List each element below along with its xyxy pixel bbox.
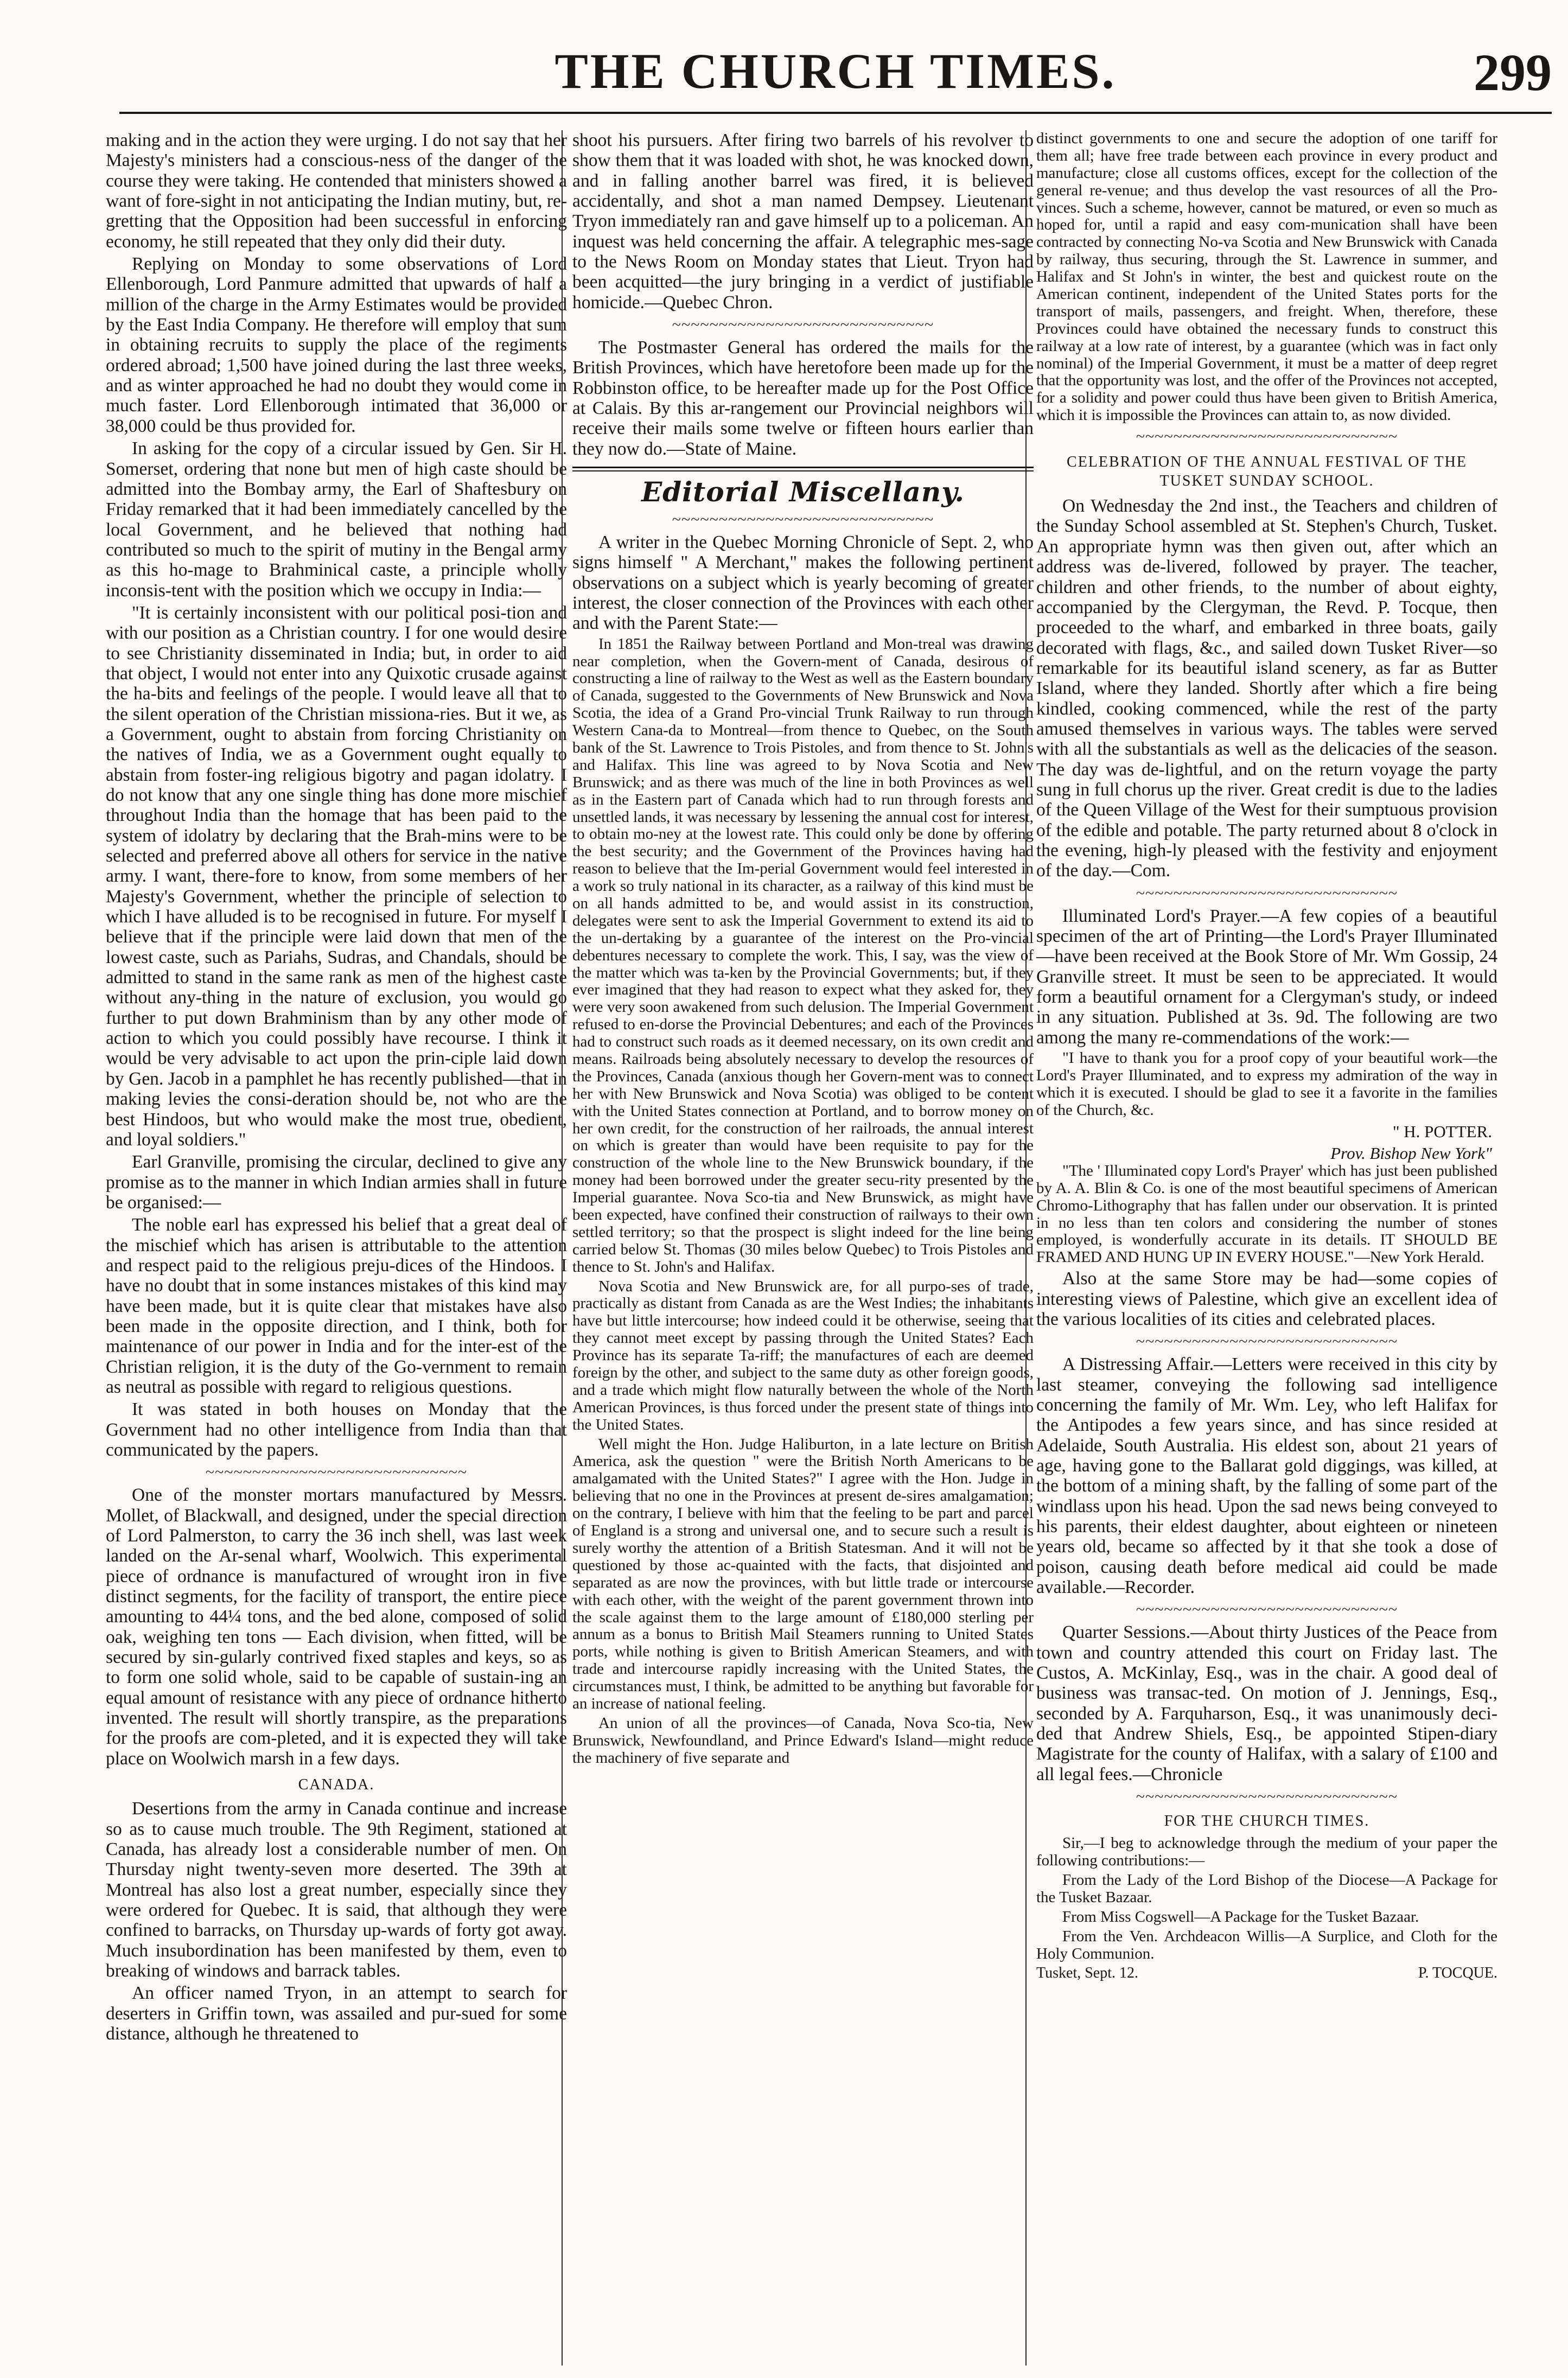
- section-divider: ~~~~~~~~~~~~~~~~~~~~~~~~~~~~: [1136, 884, 1398, 902]
- section-divider: ~~~~~~~~~~~~~~~~~~~~~~~~~~~~: [1136, 428, 1398, 446]
- article-paragraph: On Wednesday the 2nd inst., the Teachers and children of the Sunday School assembled at St. Stephen's Church, Tusket. An appropriate hymn was then given out, after which an address was de-livered, followed by prayer. The teacher, children and other friends, to the number of about eighty, accompanied by the Clergyman, the Revd. P. Tocque, then proceeded to the wharf, and embarked in three boats, gaily decorated with flags, &c., and sailed down Tusket River—so remarkable for its beautiful island scenery, as far as Butter Island, where they landed. Shortly after which a fire being kindled, cooking commenced, while the rest of the party amused themselves in various ways. The tables were served with all the substantials as well as the delicacies of the season. The day was de-lightful, and on the return voyage the party sung in full chorus up the river. Great credit is due to the ladies of the Queen Village of the West for their sumptuous provision of the edible and potable. The party returned about 8 o'clock in the evening, high-ly pleased with the festivity and enjoyment of the day.—Com.: [1036, 496, 1497, 881]
- section-heading: CELEBRATION OF THE ANNUAL FESTIVAL OF THE TUSKET SUNDAY SCHOOL.: [1067, 454, 1467, 490]
- article-paragraph: Desertions from the army in Canada continue and increase so as to cause much trouble. The 9th Regiment, stationed at Canada, has already lost a considerable number of men. On Thursday night twenty-seven more deserted. The 39th at Montreal has also lost a great number, especially since they were ordered for Quebec. It is said, that although they were confined to barracks, on Thursday up-wards of forty got away. Much insubordination has been manifested by them, even to breaking of windows and barrack tables.: [106, 1799, 567, 1981]
- article-quote: "It is certainly inconsistent with our political posi-tion and with our position as a Christian country. I for one would desire to see Christianity disseminated in India; but, in order to aid that object, I would not enter into any Quixotic crusade against the ha-bits and feelings of the people. I would leave all that to the silent operation of the Christian missiona-ries. But it we, as a Government, ought to abstain from forcing Christianity on the natives of India, we as a Government ought equally to abstain from foster-ing religious bigotry and pagan idolatry. I do not know that any one single thing has done more mischief throughout India than the homage that has been paid to the system of idolatry by declaring that the Brah-mins were to be selected and preferred above all others for service in the native army. I want, there-fore to know, from some members of her Majesty's Government, whether the principle of selection to which I have alluded is to be recognised in future. For myself I believe that if the principle were laid down that men of the lowest caste, such as Pariahs, Sudras, and Chandals, should be admitted to stand in the same rank as men of the highest caste without any-thing in the nature of exclusion, you would go further to put down Brahminism than by any other mode of action to which you could possibly have recourse. I think it would be very advisable to act upon the prin-ciple laid down by Gen. Jacob in a pamphlet he has recently published—that in making levies the consi-deration should be, not who are the best Hindoos, but who would make the most true, obedient, and loyal soldiers.": [106, 602, 567, 1150]
- double-rule: [572, 467, 1034, 471]
- masthead-rule: [119, 112, 1552, 114]
- letter-signoff: [1036, 1965, 1497, 1982]
- testimonial: "The ' Illuminated copy Lord's Prayer' which has just been published by A. A. Blin & Co. is one of the most beautiful specimens of American Chromo-Lithography that has fallen under our observation. It is printed in no less than ten colors and considering the number of stones employed, is wonderfully accurate in its details. IT SHOULD BE FRAMED AND HUNG UP IN EVERY HOUSE."—New York Herald.: [1036, 1162, 1497, 1266]
- page-number: 299: [1474, 43, 1552, 101]
- article-paragraph: Also at the same Store may be had—some copies of interesting views of Palestine, which give an excellent idea of the various localities of its cities and celebrated places.: [1036, 1268, 1497, 1329]
- signature: " H. POTTER.: [1392, 1121, 1492, 1141]
- article-paragraph: Quarter Sessions.—About thirty Justices of the Peace from town and country attended this court on Friday last. The Custos, A. McKinlay, Esq., was in the chair. A good deal of business was transac-ted. On motion of J. Jennings, Esq., seconded by A. Farquharson, Esq., it was unanimously deci-ded that Andrew Shiels, Esq., be appointed Stipen-diary Magistrate for the county of Halifax, with a salary of £100 and all legal fees.—Chronicle: [1036, 1622, 1497, 1784]
- article-paragraph: From the Lady of the Lord Bishop of the Diocese—A Package for the Tusket Bazaar.: [1036, 1871, 1497, 1906]
- section-divider: ~~~~~~~~~~~~~~~~~~~~~~~~~~~~: [205, 1463, 468, 1482]
- article-paragraph: Nova Scotia and New Brunswick are, for all purpo-ses of trade, practically as distant from Canada as are the West Indies; the inhabitants have but little intercourse; how indeed could it be otherwise, seeing that they cannot meet except by passing through the United States? Each Province has its separate Ta-riff; the manufactures of each are deemed foreign by the other, and subject to the same duty as other foreign goods, and a trade which might flow naturally between the whole of the North American Provinces, is thus forced under the present state of things into the United States.: [572, 1277, 1034, 1433]
- section-divider: ~~~~~~~~~~~~~~~~~~~~~~~~~~~~: [672, 510, 934, 528]
- article-paragraph: distinct governments to one and secure the adoption of one tariff for them all; have free trade between each province in every product and manufacture; close all customs offices, except for the collection of the general re-venue; and thus develop the vast resources of all the Pro-vinces. Such a scheme, however, cannot be matured, or even so much as hoped for, until a rapid and easy com-munication shall have been contracted by connecting No-va Scotia and New Brunswick with Canada by railway, thus securing, through the St. Lawrence in summer, and Halifax and St John's in winter, the best and quickest route on the American continent, independent of the United States ports for the transport of mails, passengers, and freight. When, therefore, these Provinces could have obtained the necessary funds to construct this railway at a low rate of interest, by a guarantee (which was in fact only nominal) of the Imperial Government, it must be a matter of deep regret that the opportunity was lost, and the offer of the Provinces not accepted, for a solidity and power could thus have been given to British America, which it is impossible the Provinces can attain to, as now divided.: [1036, 130, 1497, 424]
- section-title: Editorial Miscellany.: [641, 476, 965, 508]
- section-divider: ~~~~~~~~~~~~~~~~~~~~~~~~~~~~: [672, 316, 934, 334]
- column-1: [106, 130, 567, 2047]
- article-paragraph: One of the monster mortars manufactured by Messrs. Mollet, of Blackwall, and designed, under the special direction of Lord Palmerston, to carry the 36 inch shell, was last week landed on the Ar-senal wharf, Woolwich. This experimental piece of ordnance is manufactured of wrought iron in five distinct segments, for the facility of transport, the entire piece amounting to 44¼ tons, and the bed alone, composed of solid oak, weighing ten tons — Each division, when fitted, will be secured by sin-gularly contrived fixed staples and keys, so as to form one solid whole, said to be capable of sustain-ing an equal amount of resistance with any piece of ordnance hitherto invented. The result will shortly transpire, as the preparations for the proofs are com-pleted, and it is expected they will take place on Woolwich marsh in a few days.: [106, 1485, 567, 1769]
- quoted-letter: [572, 636, 1034, 1767]
- article-quote: The noble earl has expressed his belief that a great deal of the mischief which has arisen is attributable to the attention and respect paid to the religious preju-dices of the Hindoos. I have no doubt that in some instances mistakes of this kind may have been made, but it is quite clear that mistakes have also been made in the opposite direction, and I think, both for maintenance of our power in India and for the inter-est of the Christian religion, it is the duty of the Go-vernment to remain as neutral as possible with regard to religious questions.: [106, 1215, 567, 1397]
- signoff-name: P. TOCQUE.: [1418, 1964, 1497, 1981]
- article-paragraph: A writer in the Quebec Morning Chronicle of Sept. 2, who signs himself " A Merchant," makes the following pertinent observations on a subject which is yearly becoming of greater interest, the closer connection of the Provinces with each other and with the Parent State:—: [572, 532, 1034, 634]
- section-heading: CANADA.: [298, 1776, 375, 1794]
- signature-title: Prov. Bishop New York": [1330, 1143, 1492, 1163]
- article-paragraph: It was stated in both houses on Monday that the Government had no other intelligence from India than that communicated by the papers.: [106, 1399, 567, 1460]
- article-paragraph: From the Ven. Archdeacon Willis—A Surplice, and Cloth for the Holy Communion.: [1036, 1927, 1497, 1962]
- masthead: [119, 33, 1552, 114]
- column-3: [1036, 130, 1497, 1981]
- section-divider: ~~~~~~~~~~~~~~~~~~~~~~~~~~~~: [1136, 1601, 1398, 1619]
- signoff-place: Tusket, Sept. 12.: [1036, 1964, 1139, 1981]
- contributions-letter: [1036, 1835, 1497, 1981]
- article-paragraph: In 1851 the Railway between Portland and Mon-treal was drawing near completion, when the Govern-ment of Canada, desirous of constructing a line of railway to the West as well as the Eastern boundary of Canada, suggested to the Governments of New Brunswick and Nova Scotia, the idea of a Grand Pro-vincial Trunk Railway to run through Western Cana-da to Montreal—from thence to Quebec, on the South bank of the St. Lawrence to Trois Pistoles, and from thence to St. John's and Halifax. This line was agreed to by Nova Scotia and New Brunswick; and as there was much of the line in both Provinces as well as in the Eastern part of Canada which had to run through forests and unsettled lands, it was necessary by lessening the annual cost for interest, to obtain mo-ney at the lowest rate. This could only be done by offering the best security; and the Government of the Provinces having had reason to believe that the Im-perial Government would feel interested in a work so truly national in its character, as a railway of this kind must be on all hands admitted to be, and would assist in its construction, delegates were sent to ask the Imperial Government to extend its aid to the un-dertaking by a guarantee of the interest on the Pro-vincial debentures necessary to complete the work. This, I say, was the view of the matter which was ta-ken by the Provincial Governments; but, if they ever imagined that they had reason to expect what they asked for, they were very soon awakened from such delusion. The Imperial Government refused to en-dorse the Provincial Debentures; and each of the Provinces had to construct such roads as it deemed necessary, on its own credit and means. Railroads being absolutely necessary to develop the resources of the Provinces, Canada (anxious though her Govern-ment was to connect her with New Brunswick and Nova Scotia) was obliged to be content with the United States connection at Portland, and to borrow money on her own credit, for the construction of her railroads, the annual interest on which is greater than would have been requisite to pay for the construction of the whole line to the New Brunswick boundary, if the money had been borrowed under the greater secu-rity presented by the Imperial guarantee. Nova Sco-tia and New Brunswick, as might have been expected, have confined their construction of railways to their own settled territory; so that the prospect is slight indeed for the line being carried below St. Thomas (30 miles below Quebec) to Trois Pistoles and thence to St. John's and Halifax.: [572, 635, 1034, 1276]
- column-2: [572, 130, 1034, 1769]
- article-paragraph: Replying on Monday to some observations of Lord Ellenborough, Lord Panmure admitted that upwards of half a million of the charge in the Army Estimates would be provided by the East India Company. He therefore will employ that sum in obtaining recruits to supply the place of the regiments ordered abroad; 1,500 have joined during the last three weeks, and as winter approached he had no doubt they would come in much faster. Lord Ellenborough intimated that 36,000 or 38,000 could be thus provided for.: [106, 254, 567, 436]
- article-paragraph: An officer named Tryon, in an attempt to search for deserters in Griffin town, was assailed and pur-sued for some distance, although he threatened to: [106, 1983, 567, 2044]
- article-paragraph: Sir,—I beg to acknowledge through the medium of your paper the following contributions:—: [1036, 1834, 1497, 1870]
- testimonial: "I have to thank you for a proof copy of your beautiful work—the Lord's Prayer Illuminated, and to express my admiration of the way in which it is executed. I should be glad to see it a favorite in the families of the Church, &c.: [1036, 1049, 1497, 1119]
- article-paragraph: Earl Granville, promising the circular, declined to give any promise as to the manner in which Indian armies shall in future be organised:—: [106, 1152, 567, 1213]
- section-heading: FOR THE CHURCH TIMES.: [1164, 1813, 1370, 1830]
- article-paragraph: Illuminated Lord's Prayer.—A few copies of a beautiful specimen of the art of Printing—the Lord's Prayer Illuminated—have been received at the Book Store of Mr. Wm Gossip, 24 Granville street. It must be seen to be appreciated. It would form a beautiful ornament for a Clergyman's study, or indeed in any situation. Published at 3s. 9d. The following are two among the many re-commendations of the work:—: [1036, 906, 1497, 1048]
- testimonials: [1036, 1050, 1497, 1266]
- section-divider: ~~~~~~~~~~~~~~~~~~~~~~~~~~~~: [1136, 1788, 1398, 1806]
- article-paragraph: making and in the action they were urging. I do not say that her Majesty's ministers had a conscious-ness of the danger of the course they were taking. He contended that ministers showed a want of fore-sight in not anticipating the Indian mutiny, but, re-gretting that the Opposition had been successful in enforcing economy, he still repeated that they only did their duty.: [106, 130, 568, 252]
- article-paragraph: An union of all the provinces—of Canada, Nova Sco-tia, New Brunswick, Newfoundland, and Prince Edward's Island—might reduce the machinery of five separate and: [572, 1714, 1034, 1767]
- quoted-letter-continued: [1036, 130, 1497, 424]
- section-divider: ~~~~~~~~~~~~~~~~~~~~~~~~~~~~: [1136, 1333, 1398, 1351]
- newspaper-title: THE CHURCH TIMES.: [554, 43, 1117, 99]
- article-paragraph: The Postmaster General has ordered the mails for the British Provinces, which have heretofore been made up for the Robbinston office, to be hereafter made up for the Post Office at Calais. By this ar-rangement our Provincial neighbors will receive their mails some twelve or fifteen hours earlier than they now do.—State of Maine.: [572, 337, 1034, 459]
- article-paragraph: From Miss Cogswell—A Package for the Tusket Bazaar.: [1062, 1908, 1419, 1926]
- article-paragraph: A Distressing Affair.—Letters were received in this city by last steamer, conveying the following sad intelligence concerning the family of Mr. Wm. Ley, who left Halifax for the Antipodes a few years since, and has since resided at Adelaide, South Australia. His eldest son, about 21 years of age, having gone to the Ballarat gold diggings, was killed, at the bottom of a mining shaft, by the falling of some part of the windlass upon his head. Upon the sad news being conveyed to his parents, their eldest daughter, about eighteen or nineteen years old, became so affected by it that she took a dose of poison, causing death before medical aid could be made available.—Recorder.: [1036, 1354, 1497, 1597]
- article-paragraph: Well might the Hon. Judge Haliburton, in a late lecture on British America, ask the question " were the British North Americans to be amalgamated with the United States?" I agree with the Hon. Judge in believing that no one in the Provinces at present de-sires amalgamation; on the contrary, I believe with him that the feeling to be part and parcel of England is a strong and universal one, and to secure such a result is surely worthy the attention of a British Statesman. And it will not be questioned by those ac-quainted with the facts, that disjointed and separated as are now the provinces, with but little trade or intercourse with each other, with the weight of the parent government thrown into the scale against them to the large amount of £180,000 sterling per annum as a bonus to British Mail Steamers running to United States ports, while nothing is given to British American Steamers, and with trade and intercourse rapidly increasing with the United States, the circumstances must, I think, be admitted to be anything but favorable for an increase of national feeling.: [572, 1435, 1034, 1712]
- article-paragraph: In asking for the copy of a circular issued by Gen. Sir H. Somerset, ordering that none but men of high caste should be admitted into the Bombay army, the Earl of Shaftesbury on Friday remarked that it had been immediately cancelled by the local Government, and he believed that nothing had contributed so much to the spirit of mutiny in the Bengal army as this ho-mage to Brahminical caste, a principle wholly inconsis-tent with the position which we occupy in India:—: [106, 438, 567, 601]
- article-paragraph: shoot his pursuers. After firing two barrels of his revolver to show them that it was loaded with shot, he was knocked down, and in falling another barrel was fired, it is believed accidentally, and shot a man named Dempsey. Lieutenant Tryon immediately ran and gave himself up to a policeman. An inquest was held concerning the affair. A telegraphic mes-sage to the News Room on Monday states that Lieut. Tryon had been acquitted—the jury bringing in a verdict of justifiable homicide.—Quebec Chron.: [572, 130, 1034, 313]
